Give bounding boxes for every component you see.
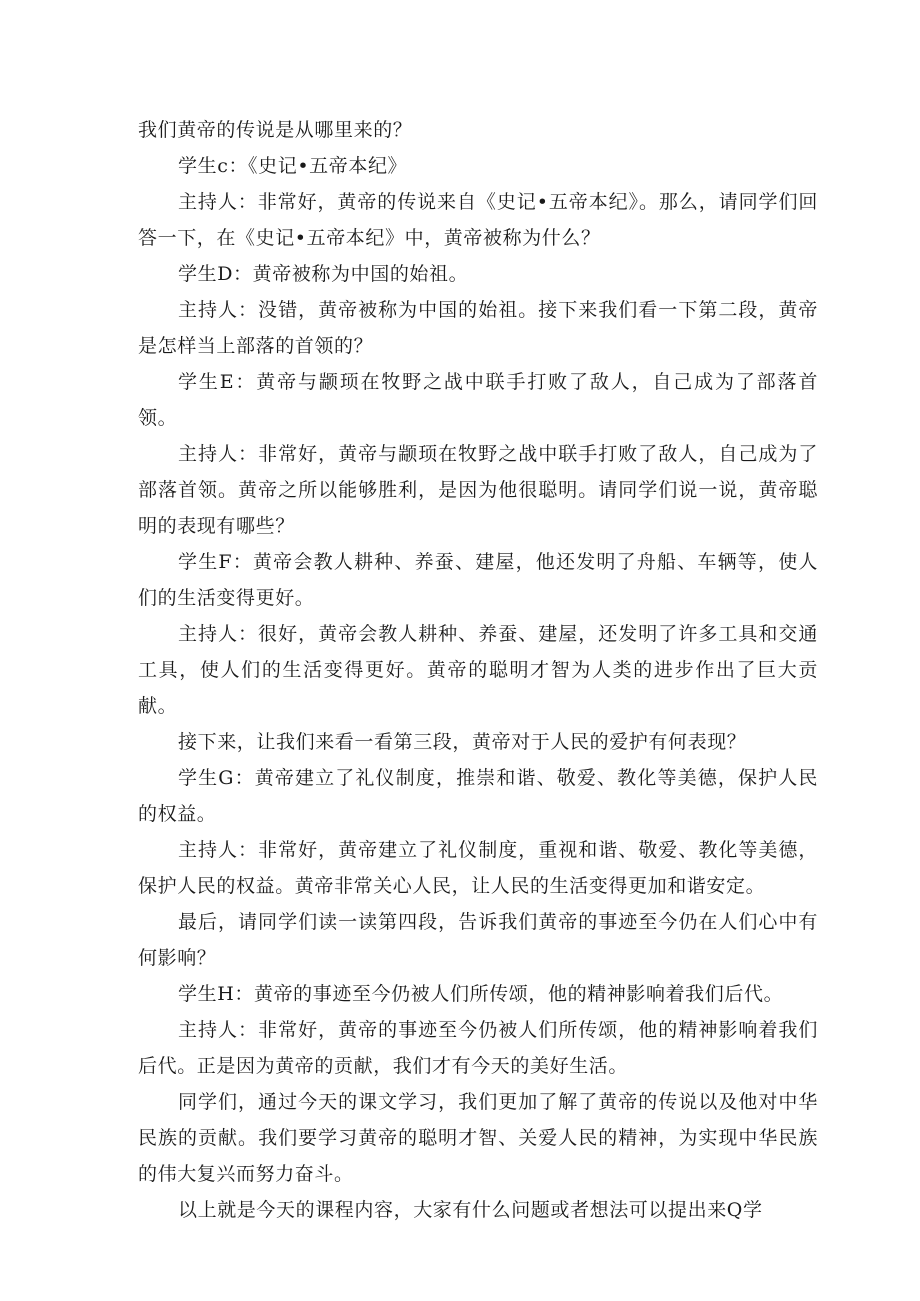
paragraph: 学生G：黄帝建立了礼仪制度，推崇和谐、敬爱、教化等美德，保护人民的权益。 <box>138 767 818 825</box>
paragraph: 主持人：非常好，黄帝与颛顼在牧野之战中联手打败了敌人，自己成为了部落首领。黄帝之所以能够胜利，是因为他很聪明。请同学们说一说，黄帝聪明的表现有哪些？ <box>138 443 818 537</box>
paragraph: 同学们，通过今天的课文学习，我们更加了解了黄帝的传说以及他对中华民族的贡献。我们要学习黄帝的聪明才智、关爱人民的精神，为实现中华民族的伟大复兴而努力奋斗。 <box>138 1091 818 1185</box>
document-body <box>138 112 818 1228</box>
paragraph: 主持人：非常好，黄帝建立了礼仪制度，重视和谐、敬爱、教化等美德，保护人民的权益。黄帝非常关心人民，让人民的生活变得更加和谐安定。 <box>138 839 818 897</box>
paragraph: 主持人：非常好，黄帝的事迹至今仍被人们所传颂，他的精神影响着我们后代。正是因为黄帝的贡献，我们才有今天的美好生活。 <box>138 1019 818 1077</box>
paragraph: 我们黄帝的传说是从哪里来的？ <box>138 119 413 141</box>
paragraph: 最后，请同学们读一读第四段，告诉我们黄帝的事迹至今仍在人们心中有何影响？ <box>138 911 818 969</box>
paragraph: 学生F：黄帝会教人耕种、养蚕、建屋，他还发明了舟船、车辆等，使人们的生活变得更好。 <box>138 551 818 609</box>
paragraph: 学生c：《史记•五帝本纪》 <box>178 155 408 177</box>
paragraph: 主持人：非常好，黄帝的传说来自《史记•五帝本纪》。那么，请同学们回答一下，在《史记•五帝本纪》中，黄帝被称为什么？ <box>138 191 818 249</box>
paragraph: 主持人：没错，黄帝被称为中国的始祖。接下来我们看一下第二段，黄帝是怎样当上部落的首领的？ <box>138 299 818 357</box>
paragraph: 学生D：黄帝被称为中国的始祖。 <box>178 263 469 285</box>
paragraph: 接下来，让我们来看一看第三段，黄帝对于人民的爱护有何表现？ <box>178 731 747 753</box>
paragraph: 主持人：很好，黄帝会教人耕种、养蚕、建屋，还发明了许多工具和交通工具，使人们的生活变得更好。黄帝的聪明才智为人类的进步作出了巨大贡献。 <box>138 623 818 717</box>
paragraph: 以上就是今天的课程内容，大家有什么问题或者想法可以提出来Q学 <box>178 1199 763 1221</box>
paragraph: 学生E：黄帝与颛顼在牧野之战中联手打败了敌人，自己成为了部落首领。 <box>138 371 818 429</box>
paragraph: 学生H：黄帝的事迹至今仍被人们所传颂，他的精神影响着我们后代。 <box>178 983 784 1005</box>
